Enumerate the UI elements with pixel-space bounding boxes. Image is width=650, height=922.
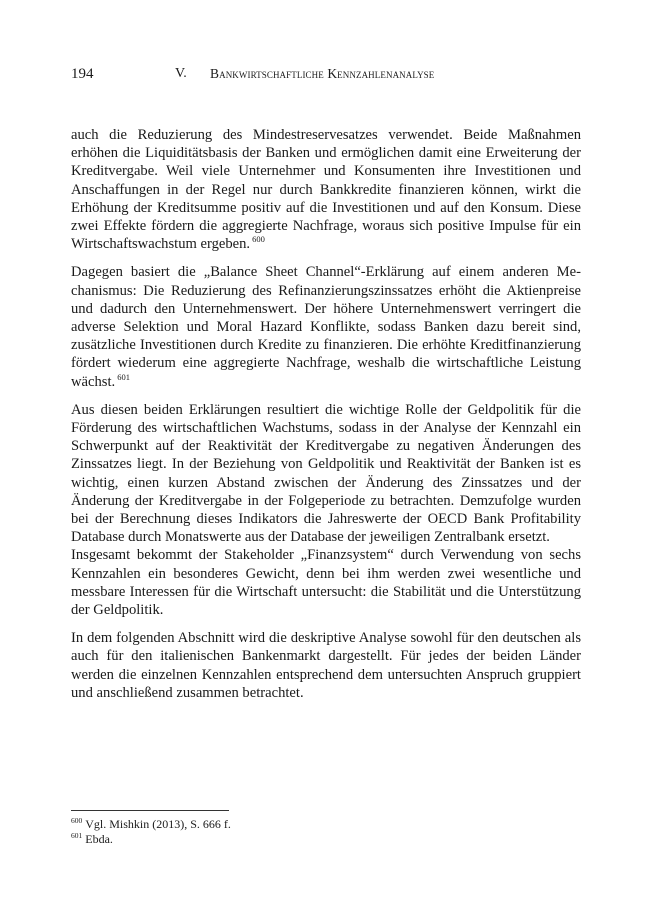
body-text [71,126,581,702]
chapter-title: Bankwirtschaftliche Kennzahlenanalyse [210,66,435,81]
footnote-600 [71,817,581,832]
paragraph-3 [71,401,581,547]
paragraph-text: Aus diesen beiden Erklärungen resultiert die wichtige Rolle der Geldpolitik für die Förderung des wirtschaftlichen Wachstums, sodass in der Analyse der Kennzahl ein Schwerpunkt auf der Reaktivität der Kreditvergabe zu negativen Änderungen des Zinssatzes liegt. In der Beziehung von Geldpolitik und Reaktivität der Banken ist es wichtig, einen kurzen Abstand zwischen der Änderung des Zinssatzes und der Änderung der Kreditvergabe in der Folgeperiode zu betrachten. Demzufolge wurden bei der Berechnung dieses Indikators die Jahreswerte der OECD Bank Profitability Database durch Monatswerte aus der Database der jeweiligen Zentralbank ersetzt. [71,401,581,546]
footnote-number: 600 [71,816,83,825]
page-header [71,64,581,84]
footnote-ref: 601 [117,371,130,382]
chapter-number: V. [175,66,187,81]
footnote-ref: 600 [252,234,265,245]
paragraph-1 [71,126,581,253]
footnotes [71,817,581,847]
footnote-text: Ebda. [85,832,113,846]
paragraph-text: In dem folgenden Abschnitt wird die deskriptive Analyse sowohl für den deutschen als auch für den italienischen Bankenmarkt dargestellt. Für jedes der beiden Länder werden die einzelnen Kennzahlen entsprechend dem untersuchten Anspruch gruppiert und anschließend zusammen betrachtet. [71,630,581,701]
paragraph-4 [71,546,581,619]
paragraph-text: Dagegen basiert die „Balance Sheet Channel“-Erklärung auf einem anderen Mechanismus: Die Reduzierung des Refinanzierungszinssatzes erhöht die Aktienpreise und dadurch den Unternehmenswert. Der höhere Unternehmenswert verringert die adverse Selektion und Moral Hazard Konflikte, sodass Banken dazu bereit sind, zusätzliche Investitionen durch Kredite zu finanzieren. Die erhöhte Kreditfinanzierung fördert wiederum eine aggregierte Nachfrage, weshalb die wirtschaftliche Leistung wächst. [71,264,581,390]
page-number: 194 [71,66,94,82]
paragraph-text: Insgesamt bekommt der Stakeholder „Finanzsystem“ durch Verwendung von sechs Kennzahlen ein besonderes Gewicht, denn bei ihm werden zwei wesentliche und messbare Interessen für die Wirtschaft untersucht: die Stabilität und die Unterstützung der Geldpolitik. [71,547,581,619]
paragraph-5 [71,629,581,702]
footnote-text: Vgl. Mishkin (2013), S. 666 f. [85,817,231,831]
paragraph-text: auch die Reduzierung des Mindestreservesatzes verwendet. Beide Maßnahmen erhöhen die Liquiditätsbasis der Banken und ermöglichen damit eine Erweiterung der Kreditvergabe. Weil viele Unternehmer und Konsumenten ihre Investitionen und Anschaffungen in der Regel nur durch Bankkredite finanzieren können, wirkt die Erhöhung der Kreditsumme positiv auf die Investitionen und auf den Konsum. Diese zwei Effekte fördern die aggregierte Nachfrage, woraus sich positive Impulse für ein Wirtschaftswachstum ergeben. [71,127,581,253]
paragraph-2 [71,263,581,390]
footnote-601 [71,832,581,847]
footnote-number: 601 [71,831,83,840]
footnote-divider [71,810,229,811]
